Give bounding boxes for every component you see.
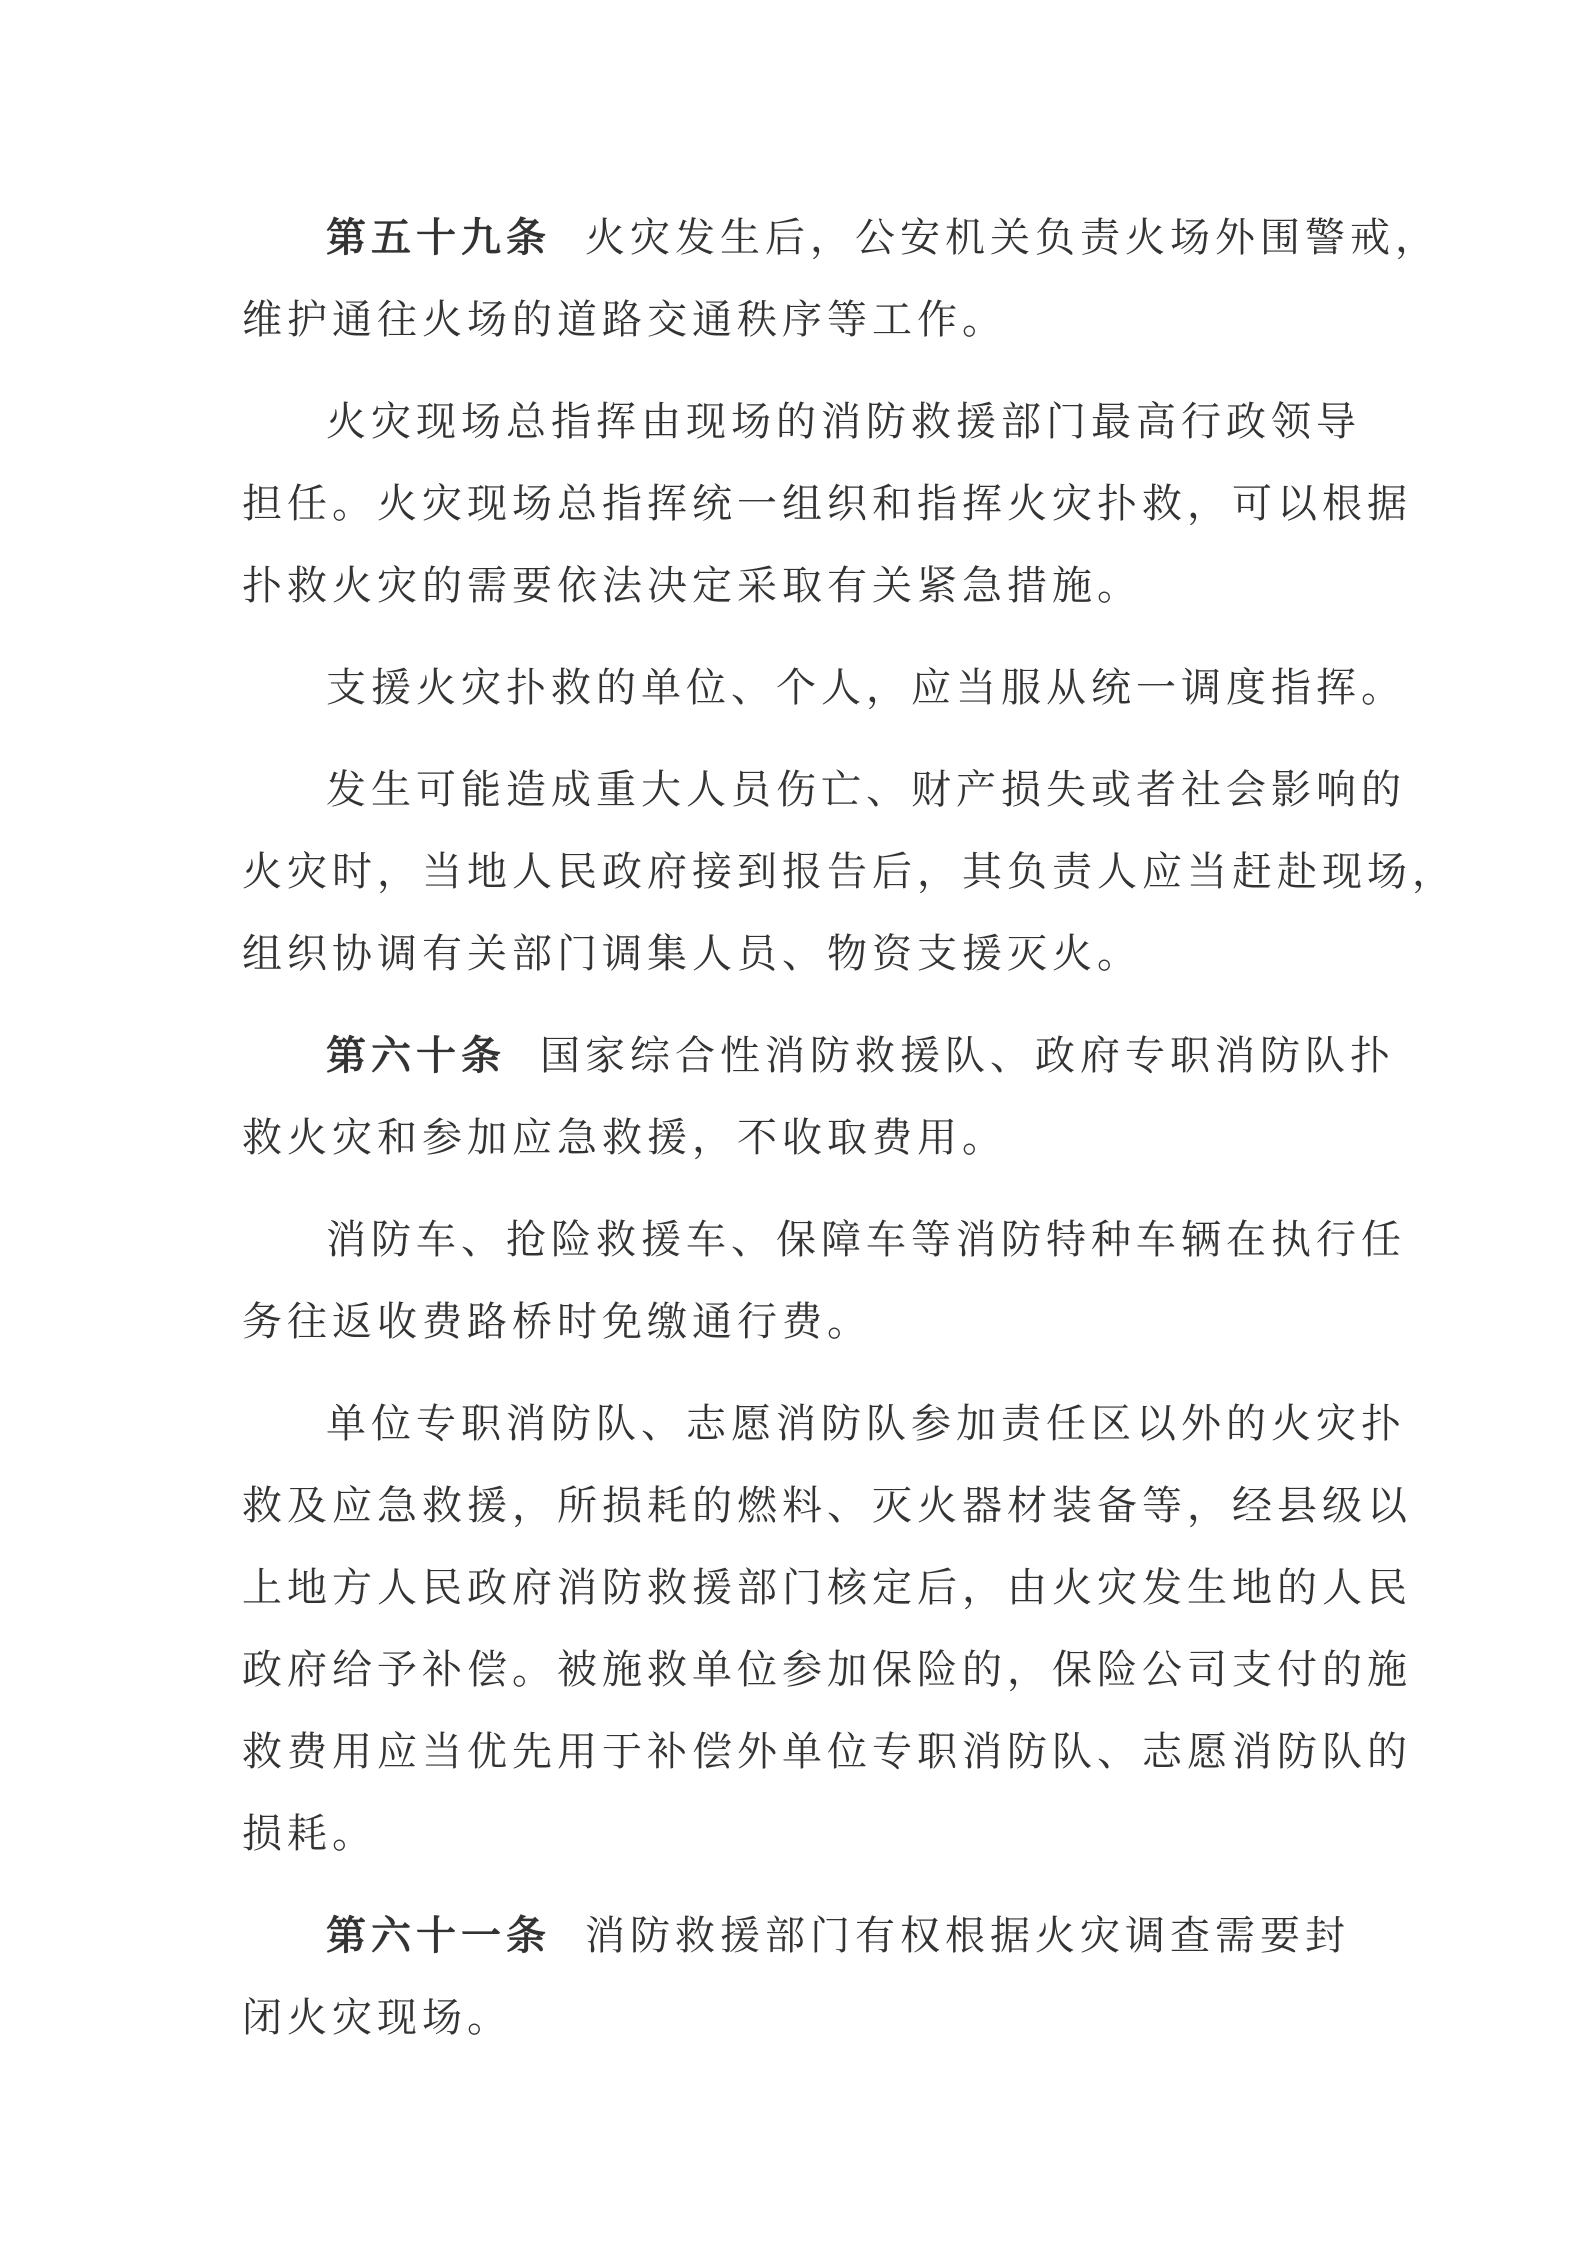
- article-60-line-2: 救火灾和参加应急救援，不收取费用。: [242, 1115, 1007, 1161]
- paragraph-6-line-2: 务往返收费路桥时免缴通行费。: [242, 1299, 872, 1345]
- article-61-number: 第六十一条: [326, 1912, 551, 1959]
- paragraph-2-line-2: 担任。火灾现场总指挥统一组织和指挥火灾扑救，可以根据: [242, 481, 1412, 527]
- paragraph-7-line-3: 上地方人民政府消防救援部门核定后，由火灾发生地的人民: [242, 1565, 1412, 1611]
- paragraph-4-line-2: 火灾时，当地人民政府接到报告后，其负责人应当赶赴现场，: [242, 849, 1457, 895]
- paragraph-7-line-4: 政府给予补偿。被施救单位参加保险的，保险公司支付的施: [242, 1647, 1412, 1693]
- article-60-number: 第六十条: [326, 1032, 506, 1079]
- article-61-line-1: [326, 1908, 1356, 1964]
- paragraph-7-line-5: 救费用应当优先用于补偿外单位专职消防队、志愿消防队的: [242, 1729, 1412, 1775]
- article-59-line-1: [326, 210, 1440, 266]
- paragraph-2-line-1: 火灾现场总指挥由现场的消防救援部门最高行政领导: [326, 399, 1361, 445]
- article-59-number: 第五十九条: [326, 214, 551, 261]
- paragraph-2-line-3: 扑救火灾的需要依法决定采取有关紧急措施。: [242, 563, 1142, 609]
- paragraph-7-line-1: 单位专职消防队、志愿消防队参加责任区以外的火灾扑: [326, 1401, 1406, 1447]
- article-61-text: 消防救援部门有权根据火灾调查需要封: [585, 1913, 1350, 1959]
- paragraph-6-line-1: 消防车、抢险救援车、保障车等消防特种车辆在执行任: [326, 1217, 1406, 1263]
- paragraph-4-line-1: 发生可能造成重大人员伤亡、财产损失或者社会影响的: [326, 767, 1406, 813]
- article-60-text: 国家综合性消防救援队、政府专职消防队扑: [540, 1033, 1395, 1079]
- paragraph-3-line-1: 支援火灾扑救的单位、个人，应当服从统一调度指挥。: [326, 665, 1406, 711]
- article-61-line-2: 闭火灾现场。: [242, 1995, 512, 2041]
- paragraph-7-line-6: 损耗。: [242, 1811, 377, 1857]
- article-59-text: 火灾发生后，公安机关负责火场外围警戒，: [585, 215, 1440, 261]
- article-60-line-1: [326, 1028, 1395, 1084]
- paragraph-7-line-2: 救及应急救援，所损耗的燃料、灭火器材装备等，经县级以: [242, 1483, 1412, 1529]
- article-59-line-2: 维护通往火场的道路交通秩序等工作。: [242, 297, 1007, 343]
- paragraph-4-line-3: 组织协调有关部门调集人员、物资支援灭火。: [242, 931, 1142, 977]
